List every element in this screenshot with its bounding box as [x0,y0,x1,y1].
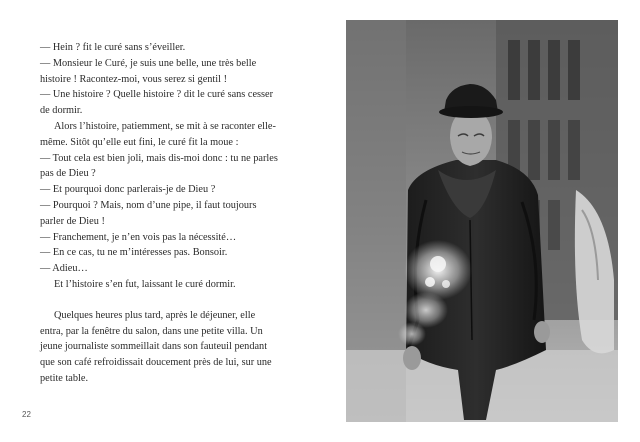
paragraph: — En ce cas, tu ne m’intéresses pas. Bonsoir. [40,247,228,259]
story-text [40,40,280,387]
paragraph: — Une histoire ? Quelle histoire ? dit le curé sans cesser de dormir. [40,89,274,117]
paragraph: — Et pourquoi donc parlerais-je de Dieu ? [40,184,216,196]
paragraph-spacer [40,293,280,308]
paragraph: — Tout cela est bien joli, mais dis-moi donc : tu ne parles pas de Dieu ? [40,152,278,180]
paragraph: — Hein ? fit le curé sans s’éveiller. [40,42,186,53]
paragraph: — Monsieur le Curé, je suis une belle, une très belle histoire ! Racontez-moi, vous serez si gentil ! [40,57,257,85]
paragraph: Et l’histoire s’en fut, laissant le curé dormir. [54,278,236,290]
page-number: 22 [22,410,31,419]
paragraph: Quelques heures plus tard, après le déjeuner, elle entra, par la fenêtre du salon, dans une petite villa. Un jeune journaliste sommeillait dans son fauteuil pendant que son café refroidissait doucement près de lui, sur une petite table. [40,309,272,384]
paragraph: — Adieu… [40,263,88,275]
paragraph: — Franchement, je n’en vois pas la nécessité… [40,231,237,243]
illustration-man-in-coat [346,20,618,422]
paragraph: — Pourquoi ? Mais, nom d’une pipe, il faut toujours parler de Dieu ! [40,199,257,227]
paragraph: Alors l’histoire, patiemment, se mit à se raconter elle-même. Sitôt qu’elle eut fini, le curé fit la moue : [40,120,276,148]
